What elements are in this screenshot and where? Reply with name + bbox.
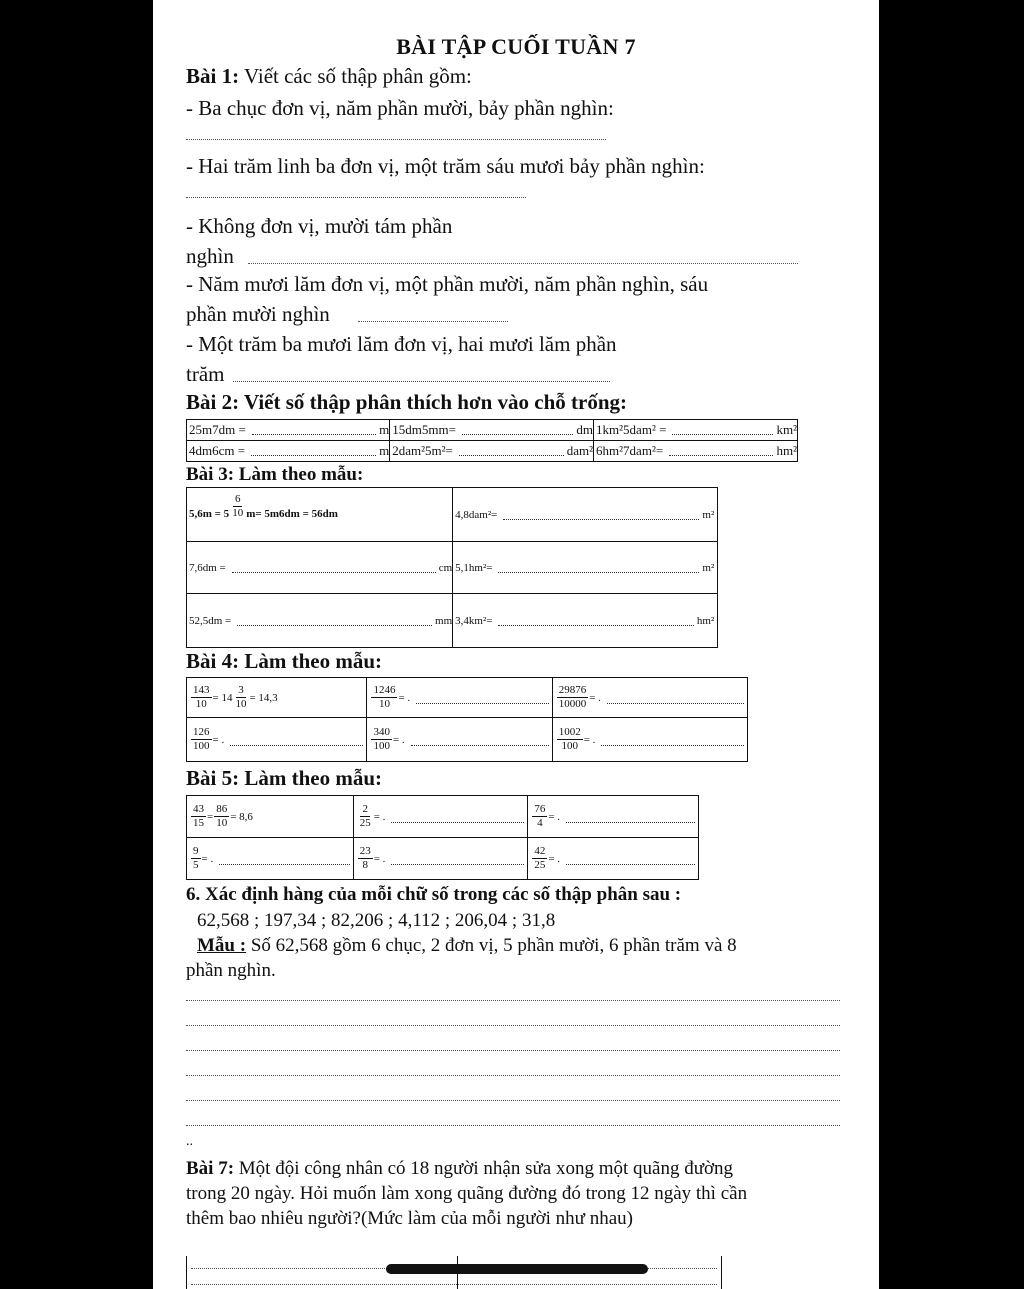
fraction bbox=[233, 684, 248, 711]
bai2-cell[interactable] bbox=[187, 441, 390, 462]
fraction bbox=[532, 845, 547, 872]
bai7-text: Một đội công nhân có 18 người nhận sửa xong một quãng đường bbox=[238, 1158, 734, 1179]
bai3-cell[interactable] bbox=[453, 488, 718, 542]
numerator: 9 bbox=[193, 845, 199, 857]
bai3-heading: Bài 3: Làm theo mẫu: bbox=[186, 464, 364, 485]
numerator: 29876 bbox=[558, 684, 587, 696]
bai2-unit: m bbox=[379, 443, 390, 458]
eq-text: = . bbox=[583, 733, 596, 746]
fraction bbox=[191, 845, 201, 872]
bai2-cell[interactable] bbox=[390, 441, 594, 462]
eq-text: = 14 bbox=[212, 691, 233, 704]
denominator: 8 bbox=[362, 859, 368, 871]
numerator: 143 bbox=[193, 684, 210, 696]
bai5-cell[interactable] bbox=[187, 838, 354, 880]
bai4-table bbox=[186, 677, 748, 762]
fraction bbox=[358, 845, 373, 872]
bai7-line2: trong 20 ngày. Hỏi muốn làm xong quãng đường đó trong 12 ngày thì cần bbox=[186, 1183, 748, 1204]
bai5-cell[interactable] bbox=[353, 796, 528, 838]
bai7-line1 bbox=[186, 1158, 733, 1180]
denominator: 10000 bbox=[558, 698, 587, 710]
bai4-heading: Bài 4: Làm theo mẫu: bbox=[186, 649, 382, 673]
sample-fraction bbox=[230, 493, 245, 520]
bai7-line3: thêm bao nhiêu người?(Mức làm của mỗi người như nhau) bbox=[186, 1208, 633, 1229]
denominator: 4 bbox=[537, 817, 543, 829]
bai7-label: Bài 7: bbox=[186, 1158, 235, 1179]
bai2-expr: 25m7dm = bbox=[189, 422, 246, 437]
bai3-cell[interactable] bbox=[187, 594, 453, 648]
bai2-heading: Bài 2: Viết số thập phân thích hơn vào chỗ trống: bbox=[186, 390, 628, 414]
denominator: 15 bbox=[193, 817, 204, 829]
bai2-cell[interactable] bbox=[594, 420, 798, 441]
sample-text: m= 5m6dm = 56dm bbox=[246, 508, 338, 521]
numerator: 43 bbox=[193, 803, 204, 815]
eq-text: = . bbox=[212, 733, 225, 746]
bai1-item-3b: nghìn bbox=[186, 244, 234, 268]
eq-text: = . bbox=[548, 852, 561, 865]
bai6-sample-line bbox=[197, 935, 737, 957]
sample-text: 5,6m = 5 bbox=[189, 508, 230, 521]
answer-line[interactable] bbox=[248, 262, 798, 264]
answer-line[interactable] bbox=[186, 1099, 840, 1101]
eq-text: = . bbox=[373, 852, 386, 865]
answer-line[interactable] bbox=[186, 138, 606, 140]
bai2-unit: hm² bbox=[776, 443, 797, 458]
bai5-table bbox=[186, 795, 699, 880]
bai2-table bbox=[186, 419, 798, 462]
fraction bbox=[191, 684, 212, 711]
numerator: 126 bbox=[193, 726, 210, 738]
bai5-cell[interactable] bbox=[528, 796, 699, 838]
bai1-text: Viết các số thập phân gồm: bbox=[243, 64, 472, 88]
bai3-expr: 7,6dm = bbox=[189, 561, 226, 574]
bai4-cell[interactable] bbox=[187, 718, 367, 762]
bai5-cell[interactable] bbox=[528, 838, 699, 880]
bai1-item-5: - Một trăm ba mươi lăm đơn vị, hai mươi lăm phần bbox=[186, 332, 617, 356]
fraction bbox=[191, 726, 212, 753]
answer-line[interactable] bbox=[191, 1284, 717, 1285]
bai6-numbers: 62,568 ; 197,34 ; 82,206 ; 4,112 ; 206,04 ; 31,8 bbox=[197, 910, 556, 931]
numerator: 340 bbox=[373, 726, 390, 738]
denominator: 25 bbox=[534, 859, 546, 871]
bai3-expr: 3,4km²= bbox=[455, 614, 493, 627]
bai1-item-3: - Không đơn vị, mười tám phần bbox=[186, 214, 453, 238]
answer-line[interactable] bbox=[358, 320, 508, 322]
bai2-cell[interactable] bbox=[390, 420, 594, 441]
denominator: 25 bbox=[359, 817, 371, 829]
denominator: 10 bbox=[378, 698, 390, 710]
bai6-heading: 6. Xác định hàng của mỗi chữ số trong các số thập phân sau : bbox=[186, 884, 682, 905]
bai3-unit: cm bbox=[438, 561, 453, 574]
mau-text: Số 62,568 gồm 6 chục, 2 đơn vị, 5 phần mười, 6 phần trăm và 8 bbox=[250, 935, 737, 956]
bai3-sample bbox=[187, 488, 453, 542]
bai1-item-1: - Ba chục đơn vị, năm phần mười, bảy phần nghìn: bbox=[186, 96, 614, 120]
fraction bbox=[191, 803, 206, 830]
bai2-expr: 4dm6cm = bbox=[189, 443, 246, 458]
mau-label: Mẫu : bbox=[197, 935, 247, 956]
fraction bbox=[557, 726, 583, 753]
scroll-indicator[interactable] bbox=[386, 1264, 648, 1274]
bai2-expr: 2dam²5m²= bbox=[392, 443, 453, 458]
bai4-cell[interactable] bbox=[367, 718, 552, 762]
fraction bbox=[371, 684, 397, 711]
bai5-heading: Bài 5: Làm theo mẫu: bbox=[186, 766, 382, 790]
fraction bbox=[214, 803, 229, 830]
fraction bbox=[557, 684, 589, 711]
bai2-unit: dm bbox=[576, 422, 594, 437]
numerator: 2 bbox=[362, 803, 368, 815]
numerator: 1002 bbox=[558, 726, 581, 738]
eq-text: = . bbox=[398, 691, 411, 704]
bai4-sample bbox=[187, 678, 367, 718]
denominator: 100 bbox=[561, 740, 578, 752]
bai3-table bbox=[186, 487, 718, 648]
denominator: 10 bbox=[235, 698, 247, 710]
bai2-unit: dam² bbox=[566, 443, 594, 458]
answer-line[interactable] bbox=[233, 380, 610, 382]
eq-text: = 8,6 bbox=[230, 810, 253, 823]
fraction bbox=[532, 803, 547, 830]
fraction bbox=[371, 726, 392, 753]
eq-text: = . bbox=[201, 852, 214, 865]
bai3-cell[interactable] bbox=[453, 542, 718, 594]
denominator: 10 bbox=[232, 507, 244, 519]
eq-text: = . bbox=[392, 733, 405, 746]
answer-line[interactable] bbox=[186, 999, 840, 1001]
bai2-expr: 15dm5mm= bbox=[392, 422, 456, 437]
numerator: 3 bbox=[238, 684, 244, 696]
eq-text: = . bbox=[589, 691, 601, 704]
fraction bbox=[358, 803, 373, 830]
eq-text: = . bbox=[548, 810, 561, 823]
bai4-cell[interactable] bbox=[552, 678, 747, 718]
bai5-cell[interactable] bbox=[353, 838, 528, 880]
eq-text: = . bbox=[373, 810, 386, 823]
bai1-item-5b: trăm bbox=[186, 362, 225, 386]
bai2-expr: 6hm²7dam²= bbox=[596, 443, 664, 458]
bai2-expr: 1km²5dam² = bbox=[596, 422, 667, 437]
answer-line[interactable] bbox=[186, 1049, 840, 1051]
numerator: 42 bbox=[534, 845, 546, 857]
denominator: 100 bbox=[193, 740, 210, 752]
bai2-cell[interactable] bbox=[187, 420, 390, 441]
bai1-item-4: - Năm mươi lăm đơn vị, một phần mười, năm phần nghìn, sáu bbox=[186, 272, 709, 296]
answer-line[interactable] bbox=[186, 196, 526, 198]
bai3-unit: hm² bbox=[696, 614, 715, 627]
bai1-item-4b: phần mười nghìn bbox=[186, 302, 330, 326]
numerator: 86 bbox=[216, 803, 228, 815]
bai3-unit: m² bbox=[702, 508, 715, 521]
bai3-expr: 4,8dam²= bbox=[455, 508, 498, 521]
bai6-sample-line2: phần nghìn. bbox=[186, 960, 276, 981]
bai3-cell[interactable] bbox=[453, 594, 718, 648]
numerator: 76 bbox=[534, 803, 546, 815]
worksheet-page bbox=[153, 0, 879, 1289]
bai3-unit: m² bbox=[702, 561, 715, 574]
page-title: BÀI TẬP CUỐI TUẦN 7 bbox=[396, 34, 636, 59]
bai1-item-2: - Hai trăm linh ba đơn vị, một trăm sáu mươi bảy phần nghìn: bbox=[186, 154, 705, 178]
bai4-cell[interactable] bbox=[552, 718, 747, 762]
bai3-expr: 52,5dm = bbox=[189, 614, 232, 627]
denominator: 5 bbox=[193, 859, 199, 871]
dotdot: .. bbox=[186, 1134, 193, 1149]
bai2-unit: m bbox=[379, 422, 390, 437]
bai5-sample: $\frac{43}{15}$ = $\frac{86}{10}$ = 8,6 bbox=[187, 796, 354, 838]
denominator: 10 bbox=[195, 698, 207, 710]
eq-text: = 14,3 bbox=[249, 691, 278, 704]
numerator: 1246 bbox=[373, 684, 396, 696]
bai2-cell[interactable] bbox=[594, 441, 798, 462]
answer-line[interactable] bbox=[186, 1124, 840, 1126]
bai3-cell[interactable] bbox=[187, 542, 453, 594]
bai3-expr: 5,1hm²= bbox=[455, 561, 493, 574]
bai2-unit: km² bbox=[776, 422, 797, 437]
bai1-heading-line bbox=[186, 64, 472, 89]
answer-line[interactable] bbox=[186, 1024, 840, 1026]
bai4-cell[interactable] bbox=[367, 678, 552, 718]
bai3-unit: mm bbox=[435, 614, 453, 627]
numerator: 23 bbox=[359, 845, 371, 857]
denominator: 10 bbox=[216, 817, 228, 829]
numerator: 6 bbox=[234, 493, 241, 505]
bai1-label: Bài 1: bbox=[186, 64, 240, 88]
denominator: 100 bbox=[373, 740, 390, 752]
answer-line[interactable] bbox=[186, 1074, 840, 1076]
